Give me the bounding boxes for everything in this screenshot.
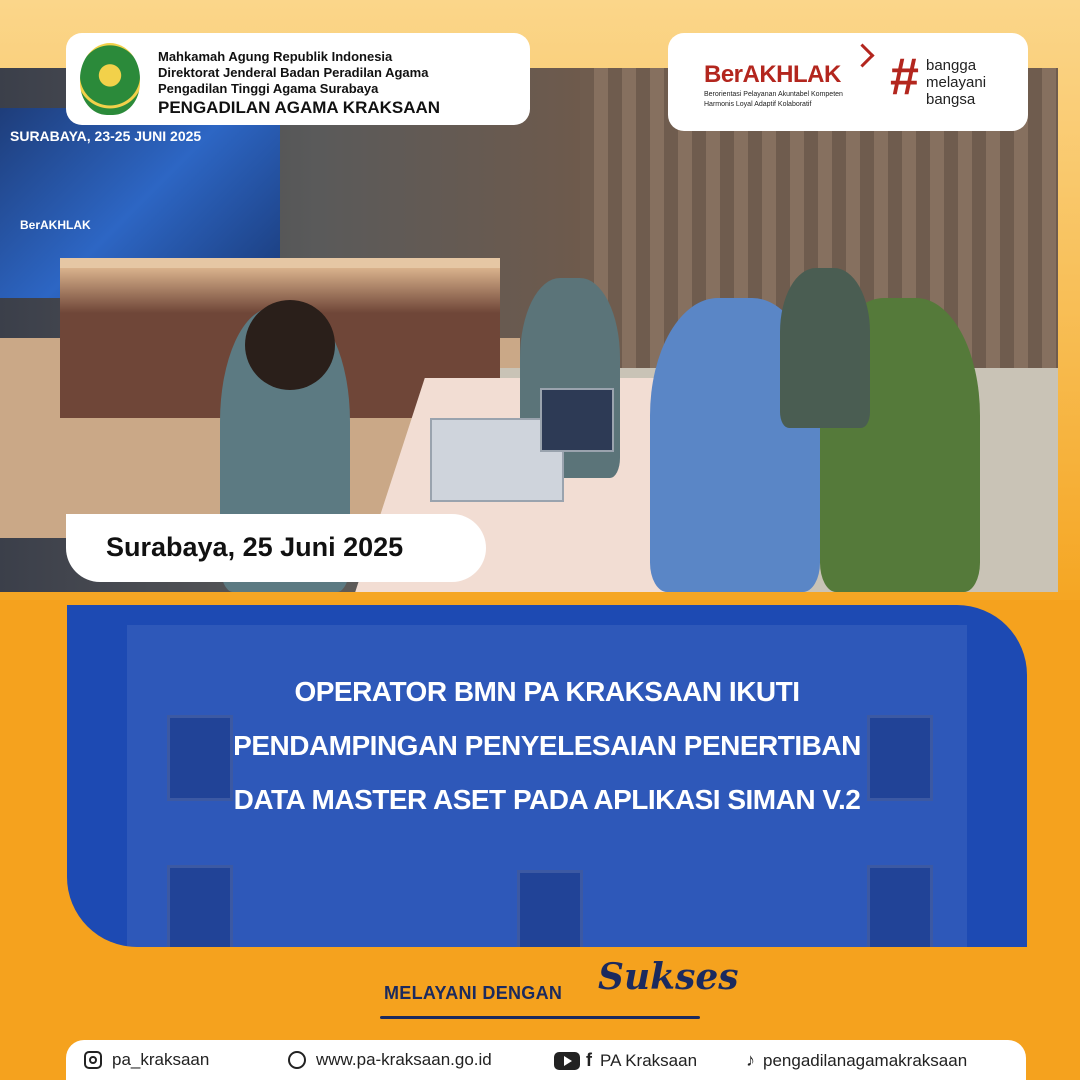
date-pill: [66, 514, 486, 582]
instagram-link[interactable]: [84, 1050, 209, 1070]
bangga-word: bangga: [926, 57, 977, 74]
instagram-icon: [84, 1051, 102, 1069]
screen-logo: BerAKHLAK: [20, 218, 91, 232]
facebook-name: PA Kraksaan: [600, 1050, 698, 1070]
tiktok-handle: pengadilanagamakraksaan: [763, 1050, 968, 1070]
berakhlak-subtitle: Berorientasi Pelayanan Akuntabel Kompeten Harmonis Loyal Adaptif Kolaboratif: [704, 91, 843, 108]
bangga-word: bangsa: [926, 91, 976, 108]
header-line: Mahkamah Agung Republik Indonesia: [158, 49, 393, 64]
hashtag-icon: #: [890, 48, 919, 106]
header-line: Pengadilan Tinggi Agama Surabaya: [158, 81, 379, 96]
headline: [67, 665, 1027, 827]
tiktok-link[interactable]: [746, 1050, 967, 1071]
headline-panel: [67, 605, 1027, 947]
website-link[interactable]: [288, 1050, 492, 1070]
bangga-word: melayani: [926, 74, 987, 91]
facebook-link[interactable]: [554, 1050, 697, 1071]
headline-line: PENDAMPINGAN PENYELESAIAN PENERTIBAN: [233, 730, 861, 761]
bangga-melayani-bangsa: [926, 57, 986, 108]
slogan-text: MELAYANI DENGAN: [384, 983, 563, 1003]
headline-line: OPERATOR BMN PA KRAKSAAN IKUTI: [294, 676, 800, 707]
tiktok-icon: ♪: [746, 1050, 755, 1070]
headline-line: DATA MASTER ASET PADA APLIKASI SIMAN V.2: [233, 784, 861, 815]
door: [517, 870, 583, 947]
institution-header: [66, 33, 530, 125]
mahkamah-agung-logo: [80, 43, 140, 115]
globe-icon: [288, 1051, 306, 1069]
slogan-script: Sukses: [598, 956, 739, 998]
social-footer: [66, 1040, 1026, 1080]
berakhlak-logo: BerAKHLAK: [704, 61, 841, 88]
slogan-underline: [380, 1016, 700, 1019]
instagram-handle: pa_kraksaan: [112, 1050, 210, 1069]
facebook-icon: f: [586, 1050, 592, 1070]
office-name: PENGADILAN AGAMA KRAKSAAN: [158, 98, 441, 117]
screen-text: SURABAYA, 23-25 JUNI 2025: [10, 128, 202, 144]
website-url: www.pa-kraksaan.go.id: [316, 1050, 492, 1069]
window: [167, 865, 233, 947]
header-line: Direktorat Jenderal Badan Peradilan Agama: [158, 65, 429, 80]
youtube-icon: [554, 1052, 580, 1070]
laptop: [540, 388, 614, 452]
person-head: [245, 300, 335, 390]
chevron-icon: [850, 43, 874, 67]
window: [867, 865, 933, 947]
slogan-badges: [668, 33, 1028, 131]
person: [780, 268, 870, 428]
date-text: Surabaya, 25 Juni 2025: [106, 532, 404, 562]
